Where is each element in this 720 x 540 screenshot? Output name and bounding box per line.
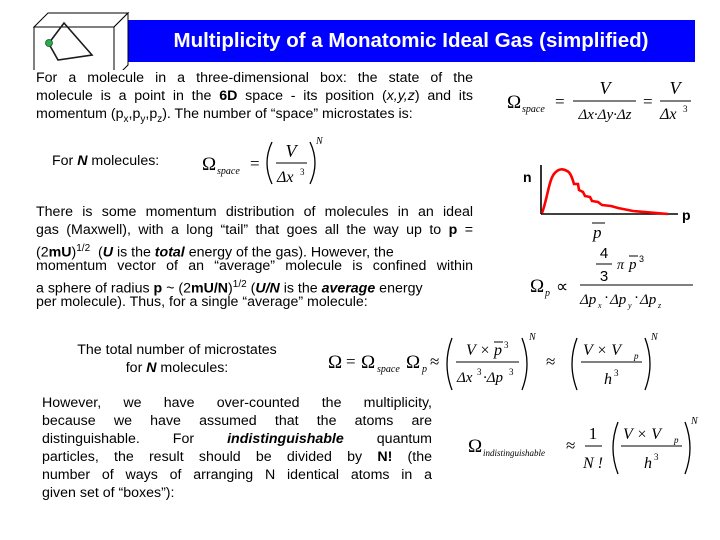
svg-text:3: 3 bbox=[654, 452, 659, 462]
svg-text:Δx·Δy·Δz: Δx·Δy·Δz bbox=[578, 107, 632, 123]
svg-text:π: π bbox=[617, 258, 625, 273]
svg-text:p: p bbox=[593, 223, 602, 242]
svg-text:3: 3 bbox=[683, 104, 688, 114]
svg-text:Ω: Ω bbox=[202, 154, 217, 175]
maxwell-line-2: gas (Maxwell), with a long “tail” that goes all the way up to p = bbox=[36, 222, 473, 238]
maxwell-line-4: momentum vector of an “average” molecule is confined within bbox=[36, 258, 473, 274]
maxwell-curve bbox=[542, 169, 668, 214]
maxwell-line-3: $(2mU)^{1/2}$ (U is the total energy of the gas). However, the bbox=[36, 243, 394, 261]
maxwell-line-1: There is some momentum distribution of molecules in an ideal bbox=[36, 204, 473, 220]
svg-text:N: N bbox=[529, 332, 536, 343]
svg-text:Δp: Δp bbox=[580, 292, 597, 308]
overcount-line-2: because we have assumed that the atoms are bbox=[42, 413, 432, 429]
svg-text:Ω: Ω bbox=[406, 352, 421, 373]
svg-text:p: p bbox=[422, 364, 427, 375]
p-axis-label: p bbox=[682, 207, 691, 223]
svg-text:p: p bbox=[629, 257, 637, 273]
slide-title: Multiplicity of a Monatomic Ideal Gas (simplified) bbox=[127, 20, 695, 62]
svg-text:V: V bbox=[669, 78, 681, 98]
equation-indistinguishable bbox=[466, 412, 706, 480]
n-molecules-label: For N molecules: bbox=[52, 153, 160, 169]
svg-text:V × V: V × V bbox=[583, 342, 622, 359]
svg-text:=: = bbox=[250, 154, 260, 173]
equation-total-microstates bbox=[326, 328, 662, 396]
svg-text:≈: ≈ bbox=[430, 352, 440, 371]
svg-text:N: N bbox=[316, 136, 323, 147]
overcount-line-1: However, we have over-counted the multiplicity, bbox=[42, 395, 432, 411]
svg-text:N: N bbox=[691, 416, 698, 427]
svg-text:Δx: Δx bbox=[277, 169, 294, 186]
svg-text:3: 3 bbox=[477, 367, 482, 377]
svg-text:·: · bbox=[634, 290, 639, 306]
overcount-line-4: particles, the result should be divided by N! (the bbox=[42, 449, 432, 465]
intro-line-3: momentum $(p_x,p_y,p_z)$. The number of “space” microstates is: bbox=[36, 106, 413, 125]
svg-text:h: h bbox=[644, 455, 652, 472]
momentum-distribution-graph bbox=[518, 160, 708, 228]
eq-omega: Ω bbox=[507, 92, 522, 113]
equation-n-molecules bbox=[200, 132, 335, 194]
svg-text:≈: ≈ bbox=[566, 436, 576, 455]
svg-text:·Δp: ·Δp bbox=[483, 370, 504, 386]
svg-text:V × V: V × V bbox=[623, 426, 662, 443]
svg-text:=: = bbox=[643, 92, 653, 111]
intro-line-2: molecule is a point in the 6D space - its position (x,y,z) and its bbox=[36, 88, 473, 104]
overcount-line-3: distinguishable. For indistinguishable quantum bbox=[42, 431, 433, 447]
svg-text:V ×: V × bbox=[466, 342, 491, 359]
svg-text:V: V bbox=[599, 78, 611, 98]
svg-text:p: p bbox=[634, 351, 639, 361]
svg-text:·: · bbox=[604, 290, 609, 306]
svg-text:z: z bbox=[658, 301, 662, 310]
svg-text:3: 3 bbox=[614, 368, 619, 378]
svg-text:1: 1 bbox=[588, 424, 598, 443]
svg-text:space: space bbox=[377, 364, 400, 375]
svg-text:N: N bbox=[651, 332, 658, 343]
overcount-line-5: number of ways of arranging N identical atoms in a bbox=[42, 467, 432, 483]
svg-text:4: 4 bbox=[599, 245, 609, 262]
svg-text:N !: N ! bbox=[583, 455, 603, 472]
svg-text:3: 3 bbox=[599, 268, 609, 285]
intro-line-1: For a molecule in a three-dimensional box: the state of the bbox=[36, 70, 473, 86]
total-micro-line-2: for N molecules: bbox=[125, 360, 229, 376]
svg-text:indistinguishable: indistinguishable bbox=[483, 448, 546, 458]
svg-text:Δx: Δx bbox=[457, 370, 473, 386]
svg-text:3: 3 bbox=[504, 340, 509, 350]
gas-box-icon bbox=[30, 8, 130, 70]
svg-text:Ω: Ω bbox=[530, 276, 545, 297]
svg-text:∝: ∝ bbox=[556, 277, 569, 296]
equation-momentum-microstates bbox=[528, 268, 703, 312]
svg-text:3: 3 bbox=[300, 167, 305, 177]
svg-text:Ω: Ω bbox=[328, 352, 343, 373]
svg-text:space: space bbox=[217, 166, 240, 177]
maxwell-line-6: per molecule). Thus, for a single “average” molecule: bbox=[36, 294, 368, 310]
total-micro-line-1: The total number of microstates bbox=[77, 342, 277, 358]
svg-text:3: 3 bbox=[509, 367, 514, 377]
svg-text:y: y bbox=[628, 301, 632, 310]
svg-text:Δx: Δx bbox=[660, 106, 677, 123]
svg-text:Ω: Ω bbox=[468, 436, 483, 457]
svg-text:space: space bbox=[522, 104, 545, 115]
svg-text:Ω: Ω bbox=[361, 352, 376, 373]
svg-text:Δp: Δp bbox=[610, 292, 627, 308]
maxwell-line-5: a sphere of radius p ~ $(2mU/N)^{1/2}$ (U/N is the average energy bbox=[36, 279, 423, 297]
svg-text:≈: ≈ bbox=[546, 352, 556, 371]
overcount-line-6: given set of “boxes”): bbox=[42, 485, 175, 501]
svg-text:x: x bbox=[598, 301, 602, 310]
svg-text:h: h bbox=[604, 371, 612, 388]
svg-text:3: 3 bbox=[639, 254, 645, 264]
equation-space-microstates bbox=[505, 72, 705, 130]
svg-text:=: = bbox=[346, 352, 356, 371]
svg-text:p: p bbox=[494, 342, 502, 359]
n-axis-label: n bbox=[523, 169, 532, 185]
p-bar-symbol bbox=[588, 218, 612, 244]
svg-text:V: V bbox=[285, 141, 297, 161]
svg-text:p: p bbox=[545, 288, 550, 299]
svg-text:p: p bbox=[674, 435, 679, 445]
svg-text:=: = bbox=[555, 92, 565, 111]
svg-text:Δp: Δp bbox=[640, 292, 657, 308]
